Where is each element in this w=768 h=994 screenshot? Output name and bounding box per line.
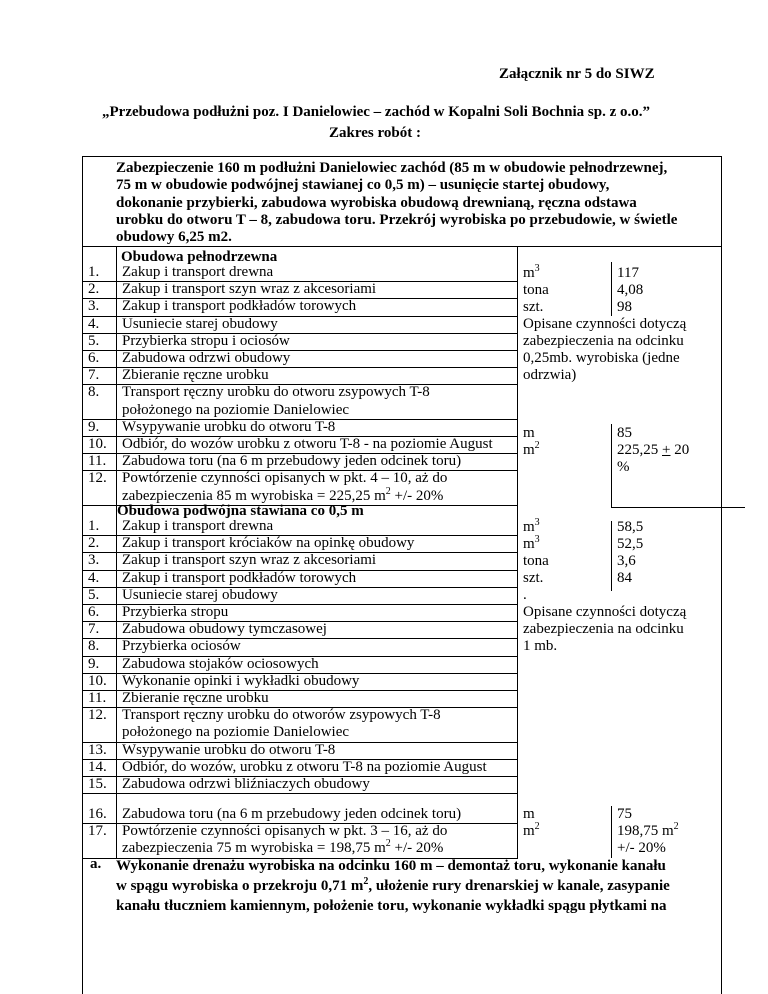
qty-cell: 117 bbox=[617, 265, 639, 281]
list-item bbox=[82, 724, 518, 741]
list-item bbox=[82, 604, 518, 621]
note-line: zabezpieczenia na odcinku bbox=[523, 621, 684, 637]
item-number: 6. bbox=[88, 604, 100, 620]
item-number: 5. bbox=[88, 332, 100, 349]
item-text: Zabudowa odrzwi bliźniaczych obudowy bbox=[122, 776, 370, 792]
list-item bbox=[82, 707, 518, 724]
item-number: 12. bbox=[88, 470, 107, 487]
item-number: 13. bbox=[88, 741, 107, 758]
list-item bbox=[82, 316, 518, 333]
note-line: Opisane czynności dotyczą bbox=[523, 604, 687, 620]
item-text: położonego na poziomie Danielowiec bbox=[122, 724, 350, 741]
item-text: Zabudowa odrzwi obudowy bbox=[122, 350, 291, 366]
item-number: 6. bbox=[88, 350, 100, 366]
list-item bbox=[82, 453, 518, 470]
section-divider bbox=[611, 507, 745, 508]
section1-title: Obudowa pełnodrzewna bbox=[121, 249, 278, 265]
qty-cell: +/- 20% bbox=[617, 840, 666, 856]
item-text: Usuniecie starej obudowy bbox=[122, 315, 278, 332]
section1-units bbox=[523, 265, 549, 316]
item-text: Zakup i transport szyn wraz z akcesoriami bbox=[122, 281, 377, 298]
item-text: zabezpieczenia 75 m wyrobiska = 198,75 $m^2$ +/- 20% bbox=[122, 838, 444, 857]
qty-cell: 75 bbox=[617, 806, 632, 822]
qty-column-divider-3 bbox=[611, 521, 612, 591]
section1-qty2 bbox=[617, 425, 689, 476]
unit-cell: $m^3$ bbox=[523, 263, 540, 281]
item-text: Powtórzenie czynności opisanych w pkt. 3 – 16, aż do bbox=[122, 823, 448, 840]
item-text: Zakup i transport podkładów torowych bbox=[122, 569, 357, 586]
list-item bbox=[82, 638, 518, 655]
list-item bbox=[82, 298, 518, 315]
item-text: Przybierka ociosów bbox=[122, 638, 241, 655]
item-number: 2. bbox=[88, 535, 100, 552]
annex-label: Załącznik nr 5 do SIWZ bbox=[499, 66, 655, 82]
list-item bbox=[82, 436, 518, 453]
qty-cell: 52,5 bbox=[617, 536, 644, 552]
list-item bbox=[82, 742, 518, 759]
list-item bbox=[82, 264, 518, 281]
unit-cell: szt. bbox=[523, 299, 544, 315]
qty-column-divider-2 bbox=[611, 424, 612, 508]
unit-cell: tona bbox=[523, 282, 549, 298]
qty-cell: 4,08 bbox=[617, 282, 644, 298]
item-number: 11. bbox=[88, 690, 107, 706]
qty-column-divider-4 bbox=[611, 806, 612, 858]
table-top-border bbox=[82, 156, 722, 157]
item-number: 17. bbox=[88, 823, 107, 840]
list-item bbox=[82, 759, 518, 776]
item-number: 10. bbox=[88, 436, 107, 452]
section2-qty2 bbox=[617, 806, 679, 857]
section2-units2 bbox=[523, 806, 540, 840]
section3-line: Wykonanie drenażu wyrobiska na odcinku 160 m – demontaż toru, wykonanie kanału bbox=[116, 858, 666, 874]
note-line: 1 mb. bbox=[523, 638, 558, 654]
item-text: zabezpieczenia 85 m wyrobiska = 225,25 $m^2$ +/- 20% bbox=[122, 485, 444, 504]
unit-cell: $m^2$ bbox=[523, 440, 540, 458]
unit-cell: szt. bbox=[523, 570, 544, 586]
scope-title: Zakres robót : bbox=[329, 125, 421, 141]
list-item bbox=[82, 776, 518, 793]
list-item bbox=[82, 281, 518, 298]
item-number: 4. bbox=[88, 315, 100, 332]
intro-line: obudowy 6,25 m2. bbox=[116, 229, 232, 246]
qty-cell: 3,6 bbox=[617, 553, 636, 569]
unit-cell: m bbox=[523, 425, 535, 441]
unit-cell: $m^3$ bbox=[523, 517, 540, 535]
section2-qty bbox=[617, 519, 643, 587]
item-number: 1. bbox=[88, 518, 100, 534]
item-text: położonego na poziomie Danielowiec bbox=[122, 401, 350, 418]
section1-note bbox=[523, 316, 686, 384]
item-text: Zabudowa toru (na 6 m przebudowy jeden odcinek toru) bbox=[122, 806, 462, 822]
item-text: Wsypywanie urobku do otworu T-8 bbox=[122, 418, 336, 435]
table-right-border bbox=[721, 156, 722, 994]
list-item bbox=[82, 384, 518, 401]
item-number: 10. bbox=[88, 672, 107, 689]
section2-units bbox=[523, 519, 549, 604]
intro-line: Zabezpieczenie 160 m podłużni Danielowiec zachód (85 m w obudowie pełnodrzewnej, bbox=[116, 160, 668, 176]
item-text: Zakup i transport szyn wraz z akcesoriami bbox=[122, 552, 377, 569]
item-number: 5. bbox=[88, 586, 100, 603]
item-text: Przybierka stropu bbox=[122, 604, 229, 620]
section3-text bbox=[116, 856, 670, 916]
item-text: Zabudowa toru (na 6 m przebudowy jeden odcinek toru) bbox=[122, 453, 462, 470]
item-text: Zakup i transport podkładów torowych bbox=[122, 298, 357, 315]
unit-cell: . bbox=[523, 587, 527, 603]
section3-number: a. bbox=[90, 856, 102, 872]
qty-cell: 84 bbox=[617, 570, 632, 586]
item-text: Zabudowa obudowy tymczasowej bbox=[122, 621, 327, 638]
item-text: Powtórzenie czynności opisanych w pkt. 4 – 10, aż do bbox=[122, 470, 448, 487]
item-number: 8. bbox=[88, 638, 100, 655]
list-item bbox=[82, 333, 518, 350]
item-text: Transport ręczny urobku do otworu zsypowych T-8 bbox=[122, 384, 430, 401]
item-number: 3. bbox=[88, 298, 100, 315]
project-title: „Przebudowa podłużni poz. I Danielowiec – zachód w Kopalni Soli Bochnia sp. z o.o.” bbox=[102, 104, 650, 120]
list-item bbox=[82, 621, 518, 638]
section2-note bbox=[523, 604, 686, 655]
section3-line: w spągu wyrobiska o przekroju 0,71 $m^2$, ułożenie rury drenarskiej w kanale, zasypanie bbox=[116, 876, 670, 894]
item-number: 9. bbox=[88, 418, 100, 435]
item-number: 14. bbox=[88, 758, 107, 775]
section3-line: kanału tłuczniem kamiennym, położenie toru, wykonanie wykładki spągu płytkami na bbox=[116, 898, 667, 914]
qty-cell: 225,25 + 20 bbox=[617, 442, 690, 458]
list-item bbox=[82, 690, 518, 707]
item-text: Odbiór, do wozów urobku z otworu T-8 - na poziomie August bbox=[122, 436, 493, 452]
list-item bbox=[82, 518, 518, 535]
item-number: 7. bbox=[88, 621, 100, 638]
item-text: Odbiór, do wozów, urobku z otworu T-8 na poziomie August bbox=[122, 758, 487, 775]
list-item bbox=[82, 570, 518, 587]
intro-block bbox=[116, 160, 677, 246]
note-line: odrzwia) bbox=[523, 367, 577, 383]
intro-line: urobku do otworu T – 8, zabudowa toru. Przekrój wyrobiska po przebudowie, w świetle bbox=[116, 211, 678, 228]
item-number: 8. bbox=[88, 384, 100, 401]
section1-qty bbox=[617, 265, 643, 316]
item-text: Zabudowa stojaków ociosowych bbox=[122, 655, 319, 672]
list-item bbox=[82, 535, 518, 552]
qty-cell: % bbox=[617, 459, 630, 475]
item-text: Wsypywanie urobku do otworu T-8 bbox=[122, 741, 336, 758]
list-item bbox=[82, 367, 518, 384]
qty-column-divider-1 bbox=[611, 262, 612, 316]
item-number: 11. bbox=[88, 453, 107, 470]
item-text: Zakup i transport drewna bbox=[122, 518, 274, 534]
list-item bbox=[82, 402, 518, 419]
unit-cell: $m^3$ bbox=[523, 534, 540, 552]
list-item bbox=[82, 552, 518, 569]
item-text: Zakup i transport króciaków na opinkę obudowy bbox=[122, 535, 415, 552]
qty-cell: 198,75 $m^2$ bbox=[617, 821, 679, 839]
item-number: 4. bbox=[88, 569, 100, 586]
note-line: Opisane czynności dotyczą bbox=[523, 316, 687, 332]
list-item bbox=[82, 419, 518, 436]
qty-cell: 85 bbox=[617, 425, 632, 441]
intro-line: dokonanie przybierki, zabudowa wyrobiska obudową drewnianą, ręczna odstawa bbox=[116, 194, 637, 211]
section2-title: Obudowa podwójna stawiana co 0,5 m bbox=[117, 503, 364, 519]
item-text: Zbieranie ręczne urobku bbox=[122, 367, 269, 384]
item-number: 2. bbox=[88, 281, 100, 298]
row-divider bbox=[82, 793, 518, 794]
note-line: 0,25mb. wyrobiska (jedne bbox=[523, 350, 680, 366]
item-number: 12. bbox=[88, 707, 107, 724]
section1-units2 bbox=[523, 425, 540, 459]
list-item bbox=[82, 350, 518, 367]
unit-cell: tona bbox=[523, 553, 549, 569]
item-number: 3. bbox=[88, 552, 100, 569]
item-number: 16. bbox=[88, 806, 107, 822]
list-item bbox=[82, 470, 518, 487]
qty-cell: 58,5 bbox=[617, 519, 644, 535]
list-item bbox=[82, 673, 518, 690]
list-item bbox=[82, 823, 518, 840]
unit-cell: $m^2$ bbox=[523, 821, 540, 839]
unit-cell: m bbox=[523, 806, 535, 822]
item-text: Zbieranie ręczne urobku bbox=[122, 690, 269, 706]
item-text: Transport ręczny urobku do otworów zsypowych T-8 bbox=[122, 707, 441, 724]
intro-line: 75 m w obudowie podwójnej stawianej co 0,5 m) – usunięcie startej obudowy, bbox=[116, 177, 610, 194]
item-number: 7. bbox=[88, 367, 100, 384]
qty-cell: 98 bbox=[617, 299, 632, 315]
item-number: 1. bbox=[88, 264, 100, 280]
list-item bbox=[82, 587, 518, 604]
item-text: Usuniecie starej obudowy bbox=[122, 586, 278, 603]
note-line: zabezpieczenia na odcinku bbox=[523, 333, 684, 349]
list-item bbox=[82, 806, 518, 823]
item-text: Przybierka stropu i ociosów bbox=[122, 332, 290, 349]
item-number: 15. bbox=[88, 776, 107, 792]
list-item bbox=[82, 840, 518, 857]
item-text: Zakup i transport drewna bbox=[122, 264, 274, 280]
item-number: 9. bbox=[88, 655, 100, 672]
list-item bbox=[82, 656, 518, 673]
item-text: Wykonanie opinki i wykładki obudowy bbox=[122, 672, 360, 689]
